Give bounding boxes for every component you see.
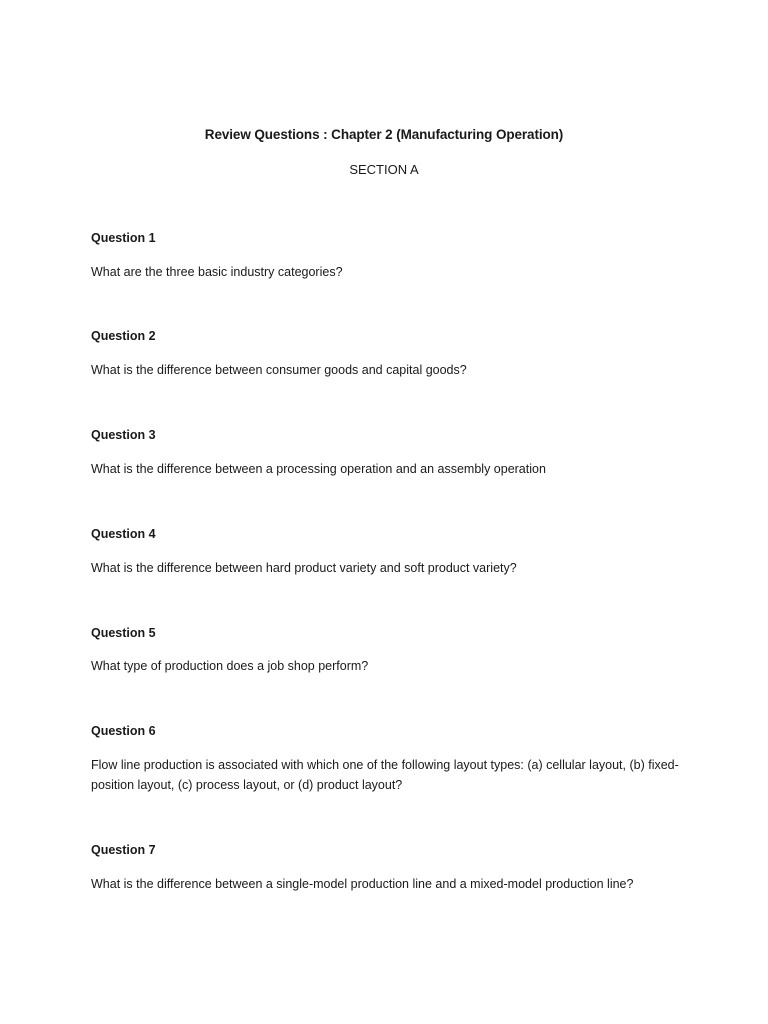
question-4-label: Question 4	[91, 527, 156, 541]
section-heading: SECTION A	[349, 162, 419, 177]
question-3-text: What is the difference between a processing operation and an assembly operation	[91, 462, 546, 476]
question-5-text: What type of production does a job shop perform?	[91, 659, 369, 673]
question-7-label: Question 7	[91, 843, 156, 857]
question-6-label: Question 6	[91, 724, 156, 738]
question-2-text: What is the difference between consumer goods and capital goods?	[91, 363, 467, 377]
question-1-label: Question 1	[91, 231, 156, 245]
question-2-label: Question 2	[91, 329, 156, 343]
question-7-text: What is the difference between a single-model production line and a mixed-model production line?	[91, 877, 634, 891]
question-5-label: Question 5	[91, 626, 156, 640]
question-6-text: Flow line production is associated with which one of the following layout types: (a) cellular layout, (b) fixed-position layout, (c) process layout, or (d) product layout?	[91, 758, 679, 792]
question-1-text: What are the three basic industry categories?	[91, 265, 343, 279]
question-3-label: Question 3	[91, 428, 156, 442]
document-title: Review Questions : Chapter 2 (Manufacturing Operation)	[204, 127, 564, 142]
question-4-text: What is the difference between hard product variety and soft product variety?	[91, 561, 517, 575]
